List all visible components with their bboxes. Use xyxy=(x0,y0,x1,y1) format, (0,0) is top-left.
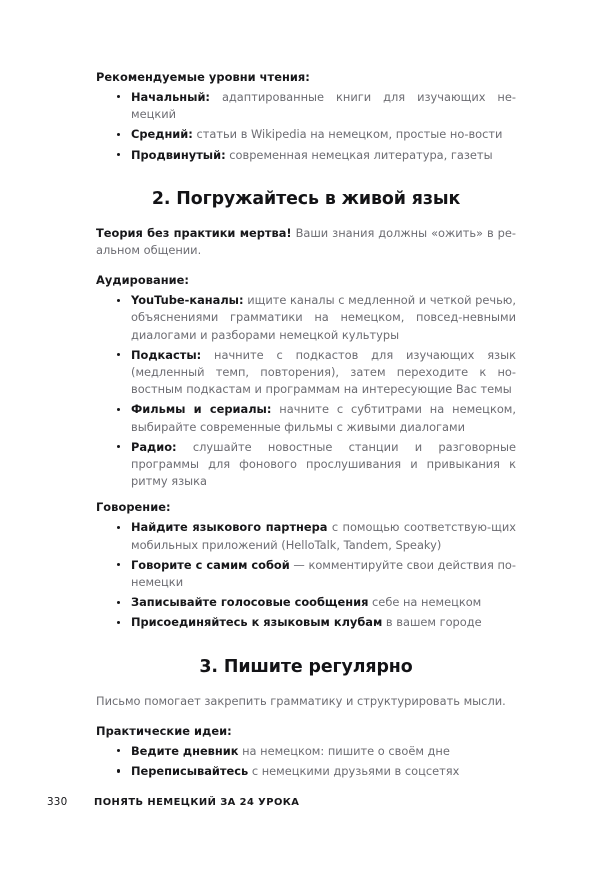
list-item xyxy=(96,292,516,344)
list-item-label: Начальный: xyxy=(131,90,210,104)
list-item xyxy=(96,614,516,631)
spacer xyxy=(96,164,516,188)
list-item xyxy=(96,743,516,760)
listening-heading: Аудирование: xyxy=(96,273,190,288)
page-number: 330 xyxy=(47,796,68,808)
list-item xyxy=(96,439,516,491)
bullet-dot-icon xyxy=(117,769,120,772)
section-2-intro-text: Ваши знания должны «ожить» в ре-альном общении. xyxy=(96,225,516,258)
bullet-dot-icon xyxy=(117,526,120,529)
list-item-text: с помощью соответствую-щих мобильных приложений (HelloTalk, Tandem, Speaky) xyxy=(131,520,516,552)
practical-ideas-list xyxy=(96,743,516,780)
bullet-dot-icon xyxy=(117,749,120,752)
list-item-label: Записывайте голосовые сообщения xyxy=(131,595,369,610)
list-item-text: статьи в Wikipedia на немецком, простые но-вости xyxy=(192,127,503,142)
reading-levels-heading: Рекомендуемые уровни чтения: xyxy=(96,70,310,84)
section-3-heading: 3. Пишите регулярно xyxy=(199,656,413,677)
bullet-dot-icon xyxy=(117,153,120,156)
list-item-label: Переписывайтесь xyxy=(131,764,249,779)
page-content xyxy=(96,70,516,780)
list-item-content xyxy=(131,402,516,433)
list-item-label: YouTube-каналы: xyxy=(131,293,244,308)
list-item-content xyxy=(131,558,516,589)
list-item xyxy=(96,347,516,399)
list-item-content xyxy=(131,293,516,341)
bullet-dot-icon xyxy=(117,445,120,448)
list-item xyxy=(96,147,516,164)
list-item-label: Говорите с самим собой xyxy=(131,557,290,572)
list-item-text: начните с субтитрами на немецком, выбирайте современные фильмы с живыми диалогами xyxy=(131,402,517,434)
spacer xyxy=(96,211,516,225)
speaking-list xyxy=(96,519,516,631)
spacer xyxy=(96,710,516,724)
list-item-text: — комментируйте свои действия по-немецки xyxy=(131,557,516,590)
reading-levels-list xyxy=(96,89,516,164)
list-item-label: Продвинутый: xyxy=(131,147,226,162)
list-item-content xyxy=(131,348,516,396)
bullet-dot-icon xyxy=(117,299,120,302)
spacer xyxy=(96,632,516,656)
list-item-text: на немецком: пишите о своём дне xyxy=(238,743,450,758)
list-item-content xyxy=(131,764,459,778)
list-item-text: адаптированные книги для изучающих не-мецкий xyxy=(131,90,516,122)
spacer xyxy=(96,679,516,693)
bullet-dot-icon xyxy=(117,563,120,566)
list-item-content xyxy=(131,148,493,162)
list-item xyxy=(96,594,516,611)
listening-list xyxy=(96,292,516,490)
list-item-content xyxy=(131,520,516,551)
list-item-content xyxy=(131,595,481,609)
practical-ideas-heading: Практические идеи: xyxy=(96,723,232,738)
list-item-text: себе на немецком xyxy=(368,595,482,610)
list-item-text: в вашем городе xyxy=(382,615,482,630)
bullet-dot-icon xyxy=(117,621,120,624)
list-item-text: ищите каналы с медленной и четкой речью, объяснениями грамматики на немецком, повсед-невными диалогами и разборами немецкой культуры xyxy=(131,293,516,342)
list-item-label: Средний: xyxy=(131,127,193,142)
list-item-label: Ведите дневник xyxy=(131,743,239,758)
list-item-content xyxy=(131,615,482,629)
section-3-intro: Письмо помогает закрепить грамматику и структурировать мысли. xyxy=(96,693,506,708)
bullet-dot-icon xyxy=(117,601,120,604)
bullet-dot-icon xyxy=(117,133,120,136)
list-item xyxy=(96,557,516,591)
bullet-dot-icon xyxy=(117,95,120,98)
list-item-label: Присоединяйтесь к языковым клубам xyxy=(131,615,383,630)
list-item xyxy=(96,126,516,143)
section-2-heading: 2. Погружайтесь в живой язык xyxy=(151,188,461,209)
list-item-label: Найдите языкового партнера xyxy=(131,520,328,535)
spacer xyxy=(96,259,516,273)
list-item-label: Подкасты: xyxy=(131,347,202,362)
list-item-content xyxy=(131,90,516,121)
bullet-dot-icon xyxy=(117,353,120,356)
section-2-intro-emphasis: Теория без практики мертва! xyxy=(96,225,292,240)
running-title: ПОНЯТЬ НЕМЕЦКИЙ ЗА 24 УРОКА xyxy=(94,797,300,808)
list-item xyxy=(96,401,516,435)
list-item-text: современная немецкая литература, газеты xyxy=(225,147,493,162)
spacer xyxy=(96,490,516,500)
list-item xyxy=(96,763,516,780)
page-footer xyxy=(47,796,553,808)
list-item-text: слушайте новостные станции и разговорные программы для фонового прослушивания и привыкания к ритму языка xyxy=(131,439,516,489)
list-item-text: с немецкими друзьями в соцсетях xyxy=(248,764,460,779)
list-item xyxy=(96,519,516,553)
section-2-intro xyxy=(96,225,516,259)
list-item-content xyxy=(131,744,450,758)
bullet-dot-icon xyxy=(117,408,120,411)
list-item-text: начните с подкастов для изучающих язык (медленный темп, повторения), затем переходите к но-востным подкастам и программам на интересующие Вас темы xyxy=(131,347,516,397)
list-item-label: Радио: xyxy=(131,439,177,454)
list-item-content xyxy=(131,440,516,488)
list-item-content xyxy=(131,127,502,141)
list-item-label: Фильмы и сериалы: xyxy=(131,402,272,417)
speaking-heading: Говорение: xyxy=(96,500,171,515)
list-item xyxy=(96,89,516,123)
